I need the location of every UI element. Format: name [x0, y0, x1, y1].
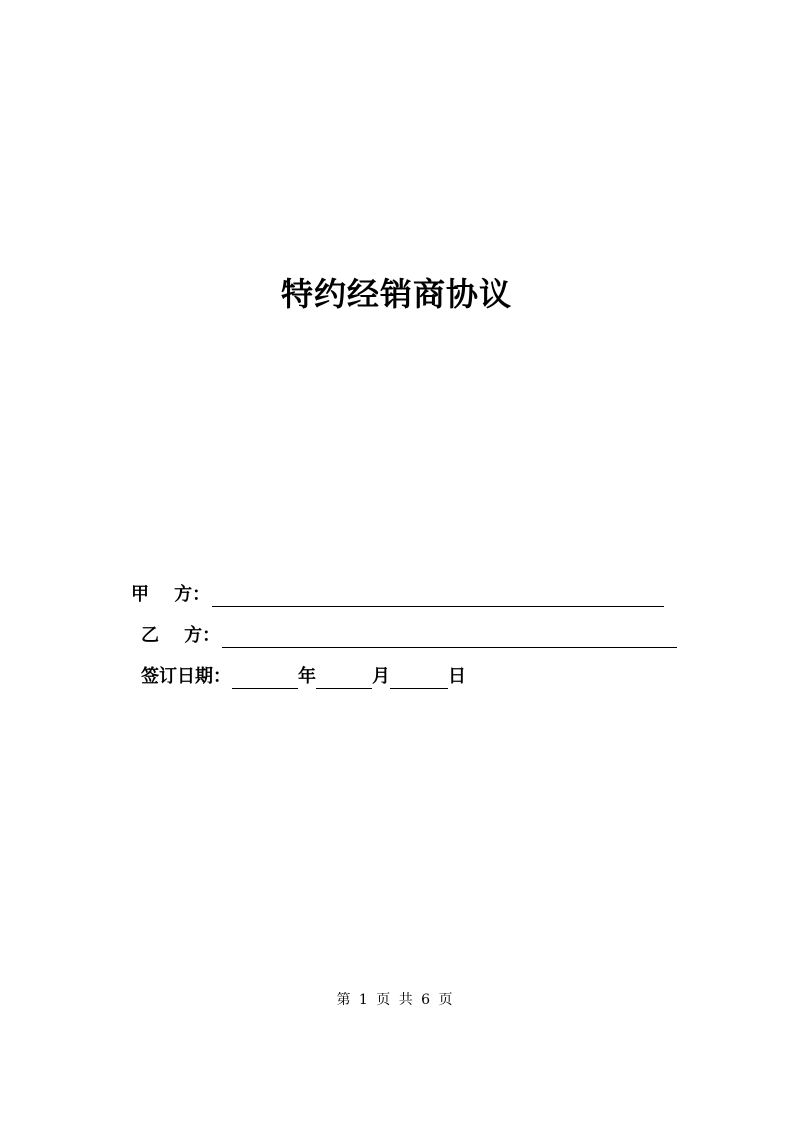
party-b-colon: ： — [202, 625, 221, 646]
footer-total-suffix: 页 — [438, 992, 453, 1008]
month-blank-line — [316, 664, 372, 689]
month-unit: 月 — [372, 666, 390, 687]
sign-date-row — [141, 664, 466, 690]
party-a-colon: ： — [192, 584, 211, 605]
party-b-blank-line — [222, 623, 677, 648]
party-b-row — [141, 623, 677, 649]
footer-page-total: 6 — [421, 992, 431, 1008]
page-footer — [0, 990, 793, 1010]
year-blank-line — [232, 664, 298, 689]
sign-date-label: 签订日期 — [141, 666, 213, 687]
party-a-label: 甲 方 — [131, 584, 193, 605]
party-a-blank-line — [212, 582, 664, 607]
document-title: 特约经销商协议 — [280, 275, 512, 313]
footer-total-word: 共 — [398, 992, 413, 1008]
party-a-row — [131, 582, 664, 608]
footer-page-word: 页 — [376, 992, 391, 1008]
day-unit: 日 — [448, 666, 466, 687]
footer-page-current: 1 — [358, 992, 368, 1008]
day-blank-line — [390, 664, 448, 689]
sign-date-colon: ： — [213, 666, 231, 687]
footer-prefix: 第 — [336, 992, 351, 1008]
year-unit: 年 — [298, 666, 316, 687]
party-b-label: 乙 方 — [141, 625, 203, 646]
